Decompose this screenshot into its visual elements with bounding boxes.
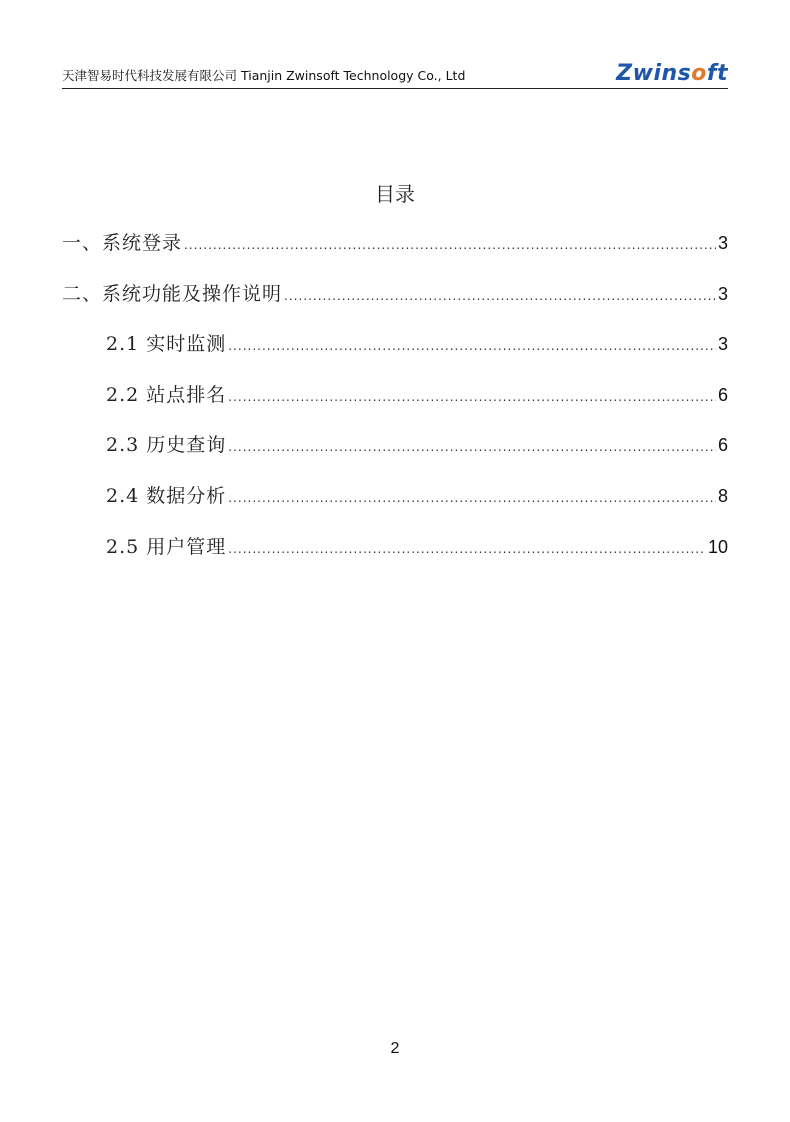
toc-entry-page: 3 xyxy=(717,334,728,355)
toc-leader-dots xyxy=(228,440,716,454)
toc-leader-dots xyxy=(284,289,716,303)
toc-entry-page: 6 xyxy=(717,384,728,405)
toc-entry-page: 3 xyxy=(717,283,728,304)
toc-entry-label: 2.5 用户管理 xyxy=(106,535,227,558)
toc-entry-page: 6 xyxy=(717,435,728,456)
toc-entry-system-login[interactable] xyxy=(62,228,728,279)
toc-entry-label: 一、系统登录 xyxy=(62,232,183,254)
toc-entry-data-analysis[interactable] xyxy=(62,481,728,532)
toc-entry-user-management[interactable] xyxy=(62,532,728,583)
company-name: 天津智易时代科技发展有限公司 Tianjin Zwinsoft Technology Co., Ltd xyxy=(62,68,466,83)
toc-entry-page: 8 xyxy=(717,485,728,506)
toc-entry-site-ranking[interactable] xyxy=(62,380,728,431)
toc-entry-label: 二、系统功能及操作说明 xyxy=(62,282,283,305)
toc-entry-history-query[interactable] xyxy=(62,430,728,481)
toc-entry-label: 2.1 实时监测 xyxy=(106,333,227,356)
toc-leader-dots xyxy=(228,542,706,556)
page-number: 2 xyxy=(390,1040,400,1057)
toc-leader-dots xyxy=(228,390,716,404)
toc-entry-page: 10 xyxy=(707,536,728,557)
toc-entry-functions[interactable] xyxy=(62,279,728,330)
zwinsoft-logo xyxy=(616,59,728,85)
toc-leader-dots xyxy=(228,491,716,505)
toc-entry-label: 2.3 历史查询 xyxy=(106,434,227,457)
toc-entry-label: 2.4 数据分析 xyxy=(106,484,227,507)
toc-entry-label: 2.2 站点排名 xyxy=(106,383,227,406)
page-header xyxy=(62,60,728,89)
logo-wordmark: Zwinsoft xyxy=(616,61,728,86)
table-of-contents xyxy=(62,228,728,582)
toc-leader-dots xyxy=(184,238,716,252)
toc-title: 目录 xyxy=(375,182,415,206)
toc-entry-realtime-monitoring[interactable] xyxy=(62,329,728,380)
toc-leader-dots xyxy=(228,339,716,353)
toc-entry-page: 3 xyxy=(717,233,728,253)
